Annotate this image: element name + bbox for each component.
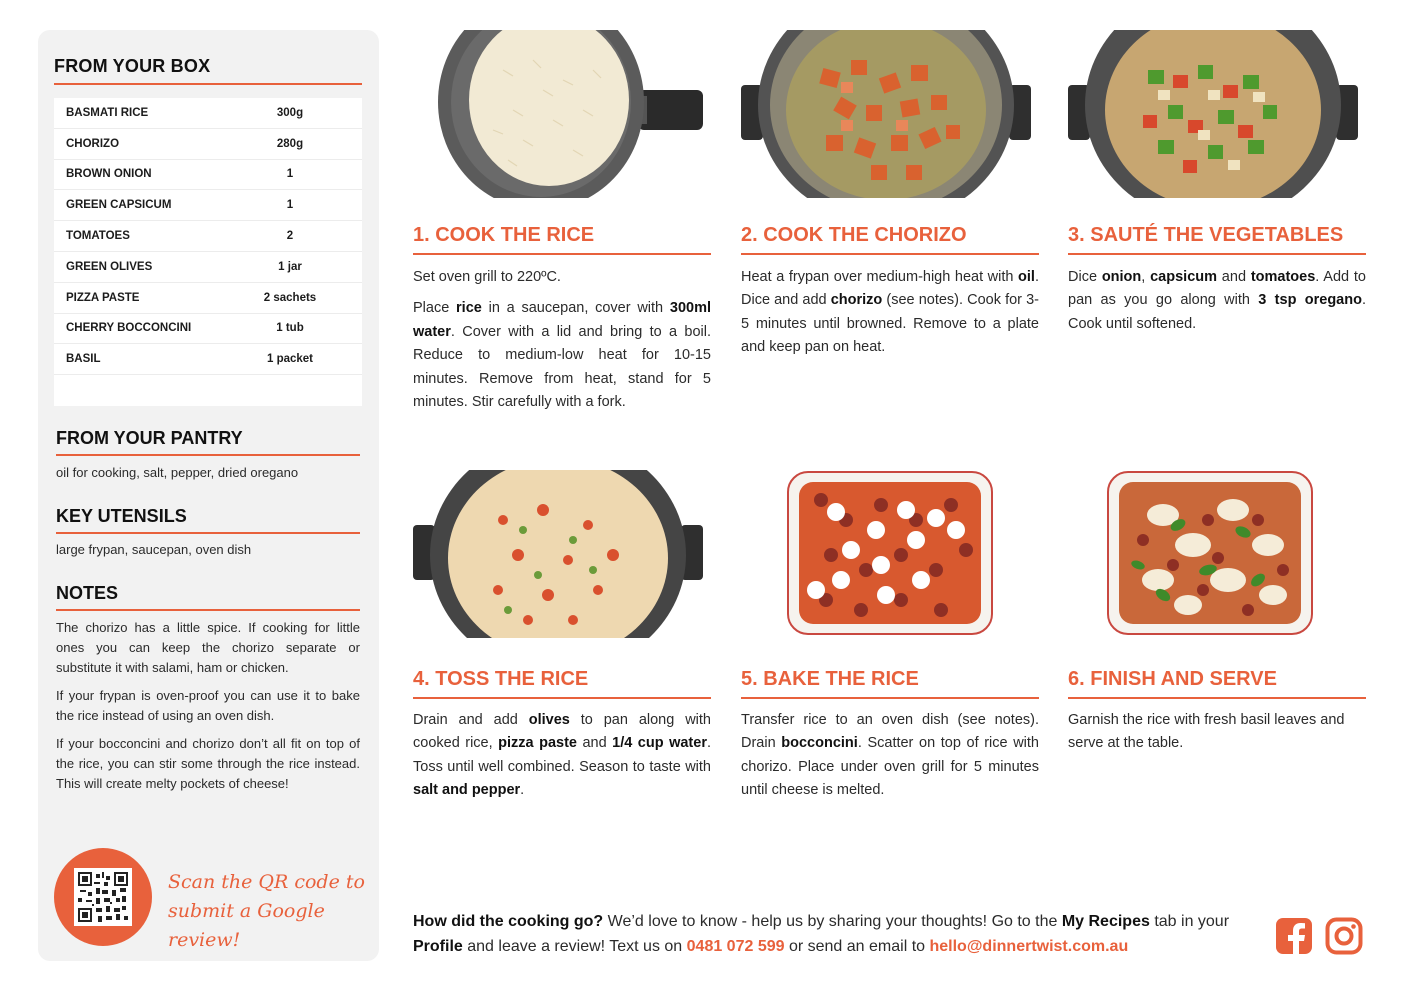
chorizo-frypan-image — [741, 30, 1031, 198]
ingredient-name: BASIL — [66, 353, 101, 366]
step-3-photo — [1068, 30, 1358, 198]
ingredient-name: BASMATI RICE — [66, 106, 149, 119]
ingredients-table — [54, 98, 362, 406]
ingredient-emphasis: 3 tsp oregano — [1258, 292, 1362, 309]
step-2-title: 2. COOK THE CHORIZO — [741, 224, 1039, 255]
step-3-body — [1068, 266, 1366, 344]
feedback-text-1: We’d love to know - help us by sharing your thoughts! Go to the — [603, 913, 1062, 930]
pantry-title: FROM YOUR PANTRY — [56, 428, 360, 456]
step-5-title: 5. BAKE THE RICE — [741, 668, 1039, 699]
profile-link[interactable]: Profile — [413, 938, 463, 955]
qr-code-icon — [78, 872, 128, 922]
step-6-instructions: Garnish the rice with fresh basil leaves and serve at the table. — [1068, 712, 1345, 752]
my-recipes-link[interactable]: My Recipes — [1061, 913, 1150, 930]
ingredient-qty: 280g — [276, 137, 304, 150]
step-1-instructions: Place rice in a saucepan, cover with 300ml water. Cover with a lid and bring to a boil. Reduce to medium-low heat for 10-15 minutes. Remove from heat, stand for 5 minutes. Stir carefully with a fork. — [413, 300, 711, 411]
pantry-text: oil for cooking, salt, pepper, dried oregano — [56, 465, 299, 480]
ingredient-emphasis: onion — [1101, 269, 1142, 285]
ingredient-row — [54, 160, 362, 191]
step-6-photo — [1068, 470, 1358, 638]
step-5-instructions: Transfer rice to an oven dish (see notes). Drain bocconcini. Scatter on top of rice with chorizo. Place under oven grill for 5 minutes until cheese is melted. — [741, 712, 1039, 799]
ingredient-row — [54, 283, 362, 314]
ingredient-row — [54, 129, 362, 160]
ingredient-row — [54, 98, 362, 129]
ingredient-name: CHORIZO — [66, 137, 120, 150]
ingredient-emphasis: 300ml water — [413, 300, 711, 340]
note-paragraph: If your frypan is oven-proof you can use it to bake the rice instead of using an oven dish. — [56, 688, 360, 723]
ingredient-row — [54, 190, 362, 221]
feedback-footer — [413, 909, 1263, 959]
feedback-text-2: tab in your — [1149, 913, 1230, 930]
ingredient-qty: 1 jar — [278, 260, 302, 273]
ingredient-name: BROWN ONION — [66, 168, 152, 181]
step-1-intro: Set oven grill to 220ºC. — [413, 269, 561, 285]
step-4-title: 4. TOSS THE RICE — [413, 668, 711, 699]
ingredient-emphasis: capsicum — [1150, 269, 1218, 285]
tossed-rice-image — [413, 470, 703, 638]
ingredient-row — [54, 252, 362, 283]
ingredient-qty: 2 sachets — [263, 291, 317, 304]
note-paragraph: The chorizo has a little spice. If cooking for little ones you can keep the chorizo separate or substitute it with salami, ham or chicken. — [56, 620, 360, 675]
feedback-text-3: and leave a review! Text us on — [462, 938, 687, 955]
step-3-title: 3. SAUTÉ THE VEGETABLES — [1068, 224, 1366, 255]
step-2-photo — [741, 30, 1031, 198]
instagram-icon[interactable] — [1325, 917, 1363, 955]
ingredient-qty: 2 — [286, 230, 294, 243]
step-6-body — [1068, 709, 1366, 764]
ingredient-qty: 300g — [276, 106, 304, 119]
qr-review-text — [168, 868, 368, 955]
step-4-photo — [413, 470, 703, 638]
rice-saucepan-image — [413, 30, 703, 198]
feedback-question: How did the cooking go? — [413, 913, 604, 930]
ingredient-name: PIZZA PASTE — [66, 291, 140, 304]
note-paragraph: If your bocconcini and chorizo don’t all fit on top of the rice, you can stir some through the rice instead. This will create melty pockets of cheese! — [56, 736, 360, 791]
step-2-body — [741, 266, 1039, 368]
ingredient-emphasis: tomatoes — [1250, 269, 1316, 285]
step-1-photo — [413, 30, 703, 198]
ingredient-qty: 1 — [286, 168, 294, 181]
step-4-body — [413, 709, 711, 811]
vegetables-frypan-image — [1068, 30, 1358, 198]
ingredients-panel — [38, 30, 379, 961]
ingredient-emphasis: pizza paste — [498, 735, 577, 752]
ingredient-qty: 1 packet — [266, 353, 314, 366]
qr-code[interactable] — [74, 868, 132, 926]
step-1-title: 1. COOK THE RICE — [413, 224, 711, 255]
ingredient-qty: 1 — [286, 199, 294, 212]
step-1-body — [413, 266, 711, 422]
ingredient-emphasis: 1/4 cup water — [612, 735, 707, 752]
step-5-photo — [741, 470, 1031, 638]
ingredient-emphasis: salt and pepper — [413, 782, 521, 799]
step-4-instructions: Drain and add olives to pan along with cooked rice, pizza paste and 1/4 cup water. Toss until well combined. Season to taste with salt and pepper. — [413, 712, 711, 799]
from-your-box-title: FROM YOUR BOX — [54, 56, 362, 85]
qr-text-line1: Scan the QR code to — [168, 871, 365, 893]
feedback-text-4: or send an email to — [784, 938, 930, 955]
utensils-text: large frypan, saucepan, oven dish — [56, 542, 252, 557]
ingredient-emphasis: rice — [456, 300, 482, 317]
email-link[interactable]: hello@dinnertwist.com.au — [929, 938, 1129, 955]
ingredient-emphasis: chorizo — [830, 292, 883, 309]
step-5-body — [741, 709, 1039, 811]
step-3-instructions: Dice onion, capsicum and tomatoes. Add to pan as you go along with 3 tsp oregano. Cook until softened. — [1068, 269, 1366, 332]
step-6-title: 6. FINISH AND SERVE — [1068, 668, 1366, 699]
ingredient-qty: 1 tub — [276, 322, 304, 335]
ingredient-name: CHERRY BOCCONCINI — [66, 322, 192, 335]
finished-dish-image — [1068, 470, 1358, 638]
ingredient-name: GREEN OLIVES — [66, 260, 153, 273]
step-2-instructions: Heat a frypan over medium-high heat with oil. Dice and add chorizo (see notes). Cook for 3-5 minutes until browned. Remove to a plate and keep pan on heat. — [741, 269, 1040, 356]
ingredient-name: GREEN CAPSICUM — [66, 199, 172, 212]
ingredient-name: TOMATOES — [66, 230, 130, 243]
ingredient-emphasis: bocconcini — [781, 735, 858, 752]
ingredient-row — [54, 344, 362, 375]
oven-dish-bocconcini-image — [741, 470, 1031, 638]
utensils-title: KEY UTENSILS — [56, 506, 360, 534]
notes-body — [56, 618, 360, 802]
ingredient-emphasis: olives — [528, 712, 570, 728]
phone-link[interactable]: 0481 072 599 — [686, 938, 785, 955]
qr-badge[interactable] — [54, 848, 152, 946]
ingredient-row — [54, 314, 362, 345]
ingredient-emphasis: oil — [1018, 269, 1035, 285]
notes-title: NOTES — [56, 583, 360, 611]
qr-text-line2: submit a Google review! — [168, 900, 325, 951]
facebook-icon[interactable] — [1275, 917, 1313, 955]
ingredient-row — [54, 221, 362, 252]
